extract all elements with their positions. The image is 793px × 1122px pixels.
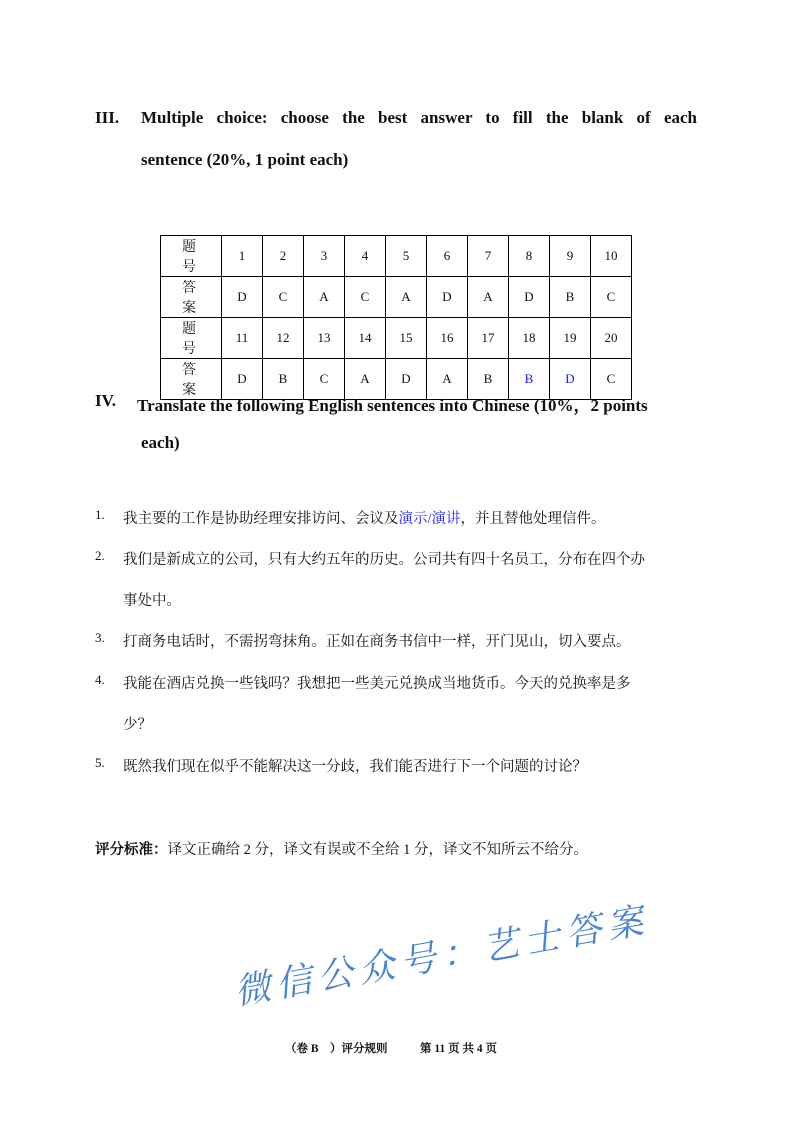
cell: C bbox=[304, 359, 345, 400]
cell: 3 bbox=[304, 236, 345, 277]
section-4-number: IV. bbox=[95, 391, 116, 410]
cell: 1 bbox=[222, 236, 263, 277]
sentence-text: 我能在酒店兑换一些钱吗？我想把一些美元兑换成当地货币。今天的兑换率是多 bbox=[123, 676, 631, 692]
sentence-number: 1. bbox=[95, 507, 105, 522]
cell: 5 bbox=[386, 236, 427, 277]
table-row bbox=[161, 277, 632, 318]
cell: B bbox=[263, 359, 304, 400]
cell: 17 bbox=[468, 318, 509, 359]
cell: A bbox=[468, 277, 509, 318]
sentence-text: ，并且替他处理信件。 bbox=[460, 511, 606, 527]
cell: 19 bbox=[550, 318, 591, 359]
cell: C bbox=[591, 277, 632, 318]
sentence-text: 少？ bbox=[123, 717, 152, 733]
cell: 4 bbox=[345, 236, 386, 277]
section-4-title-cont: each) bbox=[141, 433, 180, 452]
header-cell: 题 号 bbox=[161, 236, 222, 277]
section-3-number: III. bbox=[95, 108, 120, 127]
sentence-text: 我主要的工作是协助经理安排访问、会议及 bbox=[123, 511, 399, 527]
cell: C bbox=[345, 277, 386, 318]
cell: D bbox=[386, 359, 427, 400]
cell: 8 bbox=[509, 236, 550, 277]
sentence-number: 4. bbox=[95, 672, 105, 687]
cell: A bbox=[304, 277, 345, 318]
sentence-text: 既然我们现在似乎不能解决这一分歧，我们能否进行下一个问题的讨论？ bbox=[123, 759, 587, 775]
answer-table bbox=[160, 235, 632, 400]
cell: 14 bbox=[345, 318, 386, 359]
cell: B bbox=[509, 359, 550, 400]
sentence-number: 3. bbox=[95, 630, 105, 645]
highlighted-answer: 演示/演讲 bbox=[398, 511, 461, 527]
section-4-title: Translate the following English sentences into Chinese (10%，2 points bbox=[137, 396, 648, 415]
footer-left: （卷 B ）评分规则 bbox=[285, 1043, 388, 1055]
header-cell: 答 案 bbox=[161, 277, 222, 318]
scoring-label: 评分标准： bbox=[95, 842, 168, 858]
cell: C bbox=[263, 277, 304, 318]
cell: 20 bbox=[591, 318, 632, 359]
cell: C bbox=[591, 359, 632, 400]
sentence-number: 2. bbox=[95, 548, 105, 563]
cell: D bbox=[427, 277, 468, 318]
cell: 18 bbox=[509, 318, 550, 359]
cell: D bbox=[222, 359, 263, 400]
watermark: 微信公众号：艺士答案 bbox=[231, 899, 653, 1014]
cell: 15 bbox=[386, 318, 427, 359]
cell: B bbox=[468, 359, 509, 400]
sentence-text: 我们是新成立的公司，只有大约五年的历史。公司共有四十名员工，分布在四个办 bbox=[123, 552, 645, 568]
cell: 13 bbox=[304, 318, 345, 359]
table-row bbox=[161, 318, 632, 359]
sentence-number: 5. bbox=[95, 755, 105, 770]
cell: A bbox=[386, 277, 427, 318]
footer-page: 第 11 页 共 4 页 bbox=[420, 1043, 497, 1055]
cell: B bbox=[550, 277, 591, 318]
sentence-text: 打商务电话时，不需拐弯抹角。正如在商务书信中一样，开门见山，切入要点。 bbox=[123, 634, 631, 650]
cell: D bbox=[222, 277, 263, 318]
cell: 7 bbox=[468, 236, 509, 277]
cell: A bbox=[345, 359, 386, 400]
cell: 2 bbox=[263, 236, 304, 277]
cell: A bbox=[427, 359, 468, 400]
section-3-title: Multiple choice: choose the best answer to fill the blank of each bbox=[141, 108, 697, 127]
section-3-title-cont: sentence (20%, 1 point each) bbox=[141, 150, 349, 169]
sentence-text: 事处中。 bbox=[123, 593, 181, 609]
cell: 10 bbox=[591, 236, 632, 277]
scoring-text: 译文正确给 2 分，译文有误或不全给 1 分，译文不知所云不给分。 bbox=[167, 842, 588, 858]
cell: D bbox=[509, 277, 550, 318]
header-cell: 答 案 bbox=[161, 359, 222, 400]
cell: 11 bbox=[222, 318, 263, 359]
table-row bbox=[161, 236, 632, 277]
scoring-criteria bbox=[95, 838, 588, 859]
cell: 12 bbox=[263, 318, 304, 359]
cell: D bbox=[550, 359, 591, 400]
cell: 6 bbox=[427, 236, 468, 277]
header-cell: 题 号 bbox=[161, 318, 222, 359]
cell: 16 bbox=[427, 318, 468, 359]
cell: 9 bbox=[550, 236, 591, 277]
